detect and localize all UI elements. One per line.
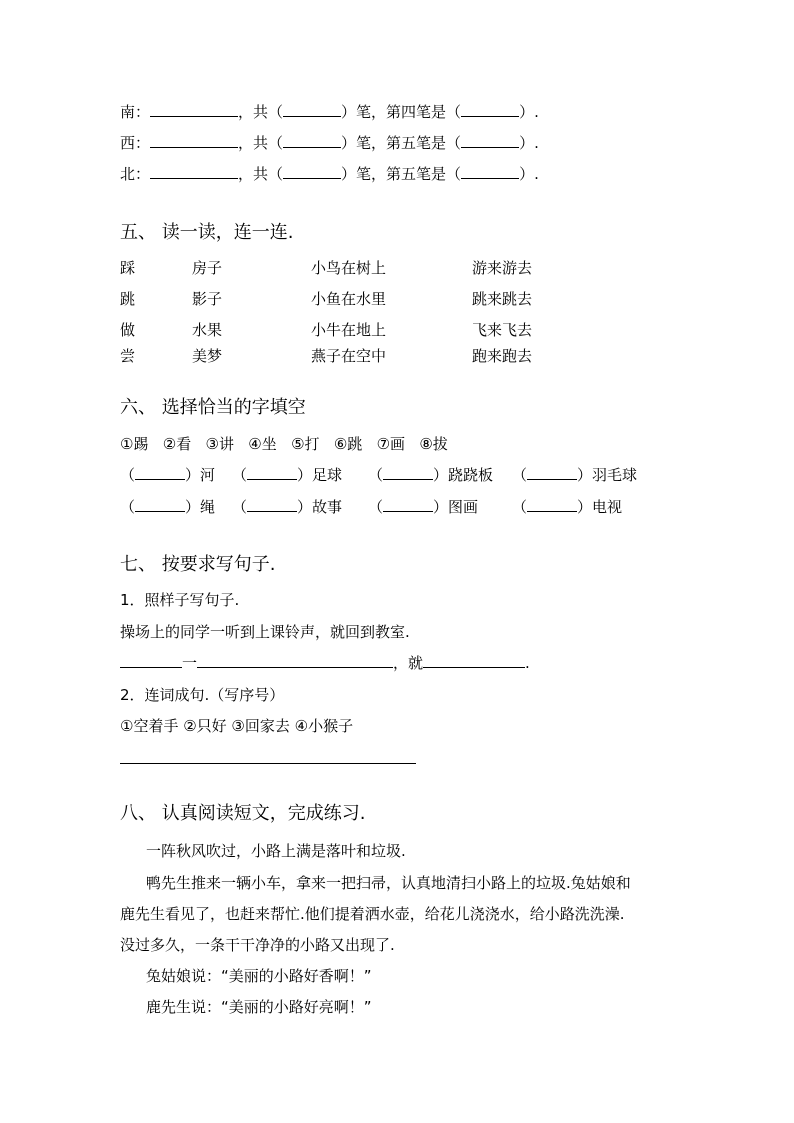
fill-item [120,497,215,517]
stroke-text: ）笔， [341,134,387,152]
section-8-title: 八、 认真阅读短文，完成练习. [120,803,366,824]
passage-line: 没过多久，一条干干净净的小路又出现了. [120,936,395,954]
paren-open: （ [368,466,384,484]
fill-item [232,465,342,485]
fill-word: 河 [200,466,216,484]
option-item: ①踢 [120,435,149,453]
paren-open: （ [120,466,136,484]
match-cell: 美梦 [192,347,223,365]
match-cell: 踩 [120,259,136,277]
paren-close: ） [577,498,593,516]
stroke-text: ）笔， [341,165,387,183]
option-item: ⑥跳 [333,435,363,453]
match-cell: 飞来飞去 [472,321,533,339]
stroke-text: ，共（ [238,103,284,121]
answer-blank[interactable] [423,653,525,668]
option-item: ⑤打 [291,435,320,453]
section-5-title: 五、 读一读，连一连. [120,222,294,243]
match-cell: 跳来跳去 [472,290,533,308]
answer-blank[interactable] [527,465,577,480]
match-cell: 小鱼在水里 [311,290,387,308]
answer-blank[interactable] [135,465,185,480]
match-cell: 跳 [120,290,136,308]
option-item: ⑦画 [376,435,406,453]
paren-close: ） [297,466,313,484]
passage-paragraph-1: 一阵秋风吹过，小路上满是落叶和垃圾. [146,842,406,860]
paren-open: （ [512,498,528,516]
answer-blank[interactable] [150,102,238,117]
passage-paragraph-4: 鹿先生说：“美丽的小路好亮啊！” [146,998,372,1016]
stroke-question-1 [120,102,539,122]
option-item: ④坐 [248,435,277,453]
answer-blank[interactable] [247,497,297,512]
match-cell: 小鸟在树上 [311,259,387,277]
fill-item [368,465,493,485]
stroke-text: 第五笔是（ [386,134,462,152]
paren-close: ） [185,498,201,516]
stroke-text: ，共（ [238,165,284,183]
stroke-text: ）笔， [341,103,387,121]
option-item: ⑧拔 [419,435,448,453]
fill-word: 足球 [312,466,343,484]
frame-yi: 一 [182,654,198,672]
answer-blank[interactable] [150,164,238,179]
paren-close: ） [433,498,449,516]
frame-end: . [525,654,530,672]
fill-word: 故事 [312,498,343,516]
paren-open: （ [512,466,528,484]
passage-line: 鹿先生看见了，也赶来帮忙.他们提着洒水壶，给花儿浇浇水，给小路洗洗澡. [120,905,625,923]
stroke-question-3 [120,164,539,184]
paren-open: （ [232,498,248,516]
answer-blank[interactable] [247,465,297,480]
answer-blank[interactable] [461,164,519,179]
passage-paragraph-3: 兔姑娘说：“美丽的小路好香啊！” [146,967,372,985]
stroke-text: ）. [519,103,539,121]
match-cell: 小牛在地上 [311,321,387,339]
stroke-text: ）. [519,165,539,183]
fill-word: 图画 [448,498,479,516]
match-cell: 做 [120,321,136,339]
match-cell: 影子 [192,290,223,308]
fill-item [368,497,478,517]
stroke-char-label: 北： [120,165,151,183]
answer-blank[interactable] [120,653,182,668]
answer-blank[interactable] [283,133,341,148]
passage-line: 鸭先生推来一辆小车，拿来一把扫帚，认真地清扫小路上的垃圾.兔姑娘和 [146,874,631,892]
fill-word: 羽毛球 [592,466,638,484]
frame-jiu: ，就 [393,654,424,672]
answer-blank[interactable] [135,497,185,512]
paren-close: ） [433,466,449,484]
fill-item [512,497,622,517]
fill-word: 跷跷板 [448,466,494,484]
paren-open: （ [232,466,248,484]
answer-blank[interactable] [383,497,433,512]
answer-blank[interactable] [197,653,393,668]
match-cell: 游来游去 [472,259,533,277]
answer-blank[interactable] [461,133,519,148]
fill-word: 电视 [592,498,623,516]
stroke-char-label: 西： [120,134,151,152]
paren-open: （ [368,498,384,516]
answer-blank[interactable] [150,133,238,148]
match-cell: 燕子在空中 [311,347,387,365]
stroke-text: ，共（ [238,134,284,152]
answer-blank[interactable] [461,102,519,117]
answer-blank[interactable] [283,102,341,117]
example-sentence: 操场上的同学一听到上课铃声，就回到教室. [120,623,410,641]
stroke-text: ）. [519,134,539,152]
match-cell: 尝 [120,347,136,365]
stroke-text: 第五笔是（ [386,165,462,183]
fill-item [120,465,215,485]
question-1-label: 1．照样子写句子. [120,591,240,609]
answer-line[interactable] [120,763,416,764]
section-6-title: 六、 选择恰当的字填空 [120,397,306,418]
paren-close: ） [297,498,313,516]
fill-item [512,465,637,485]
section-7-title: 七、 按要求写句子. [120,554,276,575]
answer-blank[interactable] [283,164,341,179]
match-cell: 跑来跑去 [472,347,533,365]
stroke-char-label: 南： [120,103,151,121]
option-list [120,434,448,454]
sentence-frame [120,653,530,673]
answer-blank[interactable] [383,465,433,480]
paren-open: （ [120,498,136,516]
stroke-question-2 [120,133,539,153]
option-item: ②看 [162,435,192,453]
paren-close: ） [185,466,201,484]
paren-close: ） [577,466,593,484]
word-list: ①空着手 ②只好 ③回家去 ④小猴子 [120,717,354,735]
match-cell: 水果 [192,321,223,339]
fill-item [232,497,342,517]
question-2-label: 2．连词成句.（写序号） [120,686,285,704]
stroke-text: 第四笔是（ [386,103,462,121]
option-item: ③讲 [205,435,234,453]
answer-blank[interactable] [527,497,577,512]
match-cell: 房子 [192,259,223,277]
fill-word: 绳 [200,498,216,516]
